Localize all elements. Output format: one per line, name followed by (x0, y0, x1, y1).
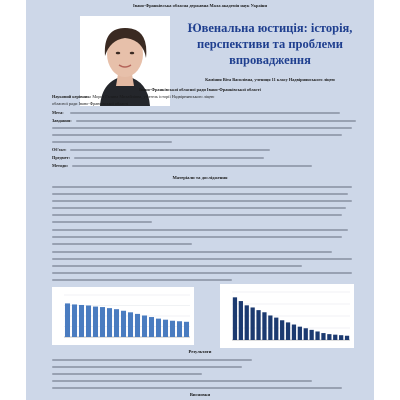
title-line: Ювенальна юстиція: історія, (187, 21, 353, 35)
bar-chart-right (220, 284, 354, 348)
text-placeholder (52, 236, 342, 238)
chart-bar (239, 301, 243, 340)
chart-bar (142, 315, 147, 337)
conclusions-heading: Висновки (189, 392, 211, 397)
intro-label: Методи: (52, 163, 69, 168)
results-heading: Результати (188, 349, 212, 354)
chart-bar (256, 310, 260, 340)
title-line: перспективи та проблеми (197, 37, 343, 51)
text-placeholder (52, 193, 348, 195)
text-placeholder (72, 165, 312, 167)
supervisor-label: Науковий керівник: (52, 94, 92, 99)
text-placeholder (70, 149, 270, 151)
chart-bar (304, 328, 308, 340)
materials-heading: Матеріали та дослідження (172, 175, 228, 180)
text-placeholder (52, 279, 232, 281)
text-placeholder (52, 141, 172, 143)
chart-bar (65, 303, 70, 337)
intro-label: Об'єкт: (52, 147, 67, 152)
chart-bar (298, 327, 302, 340)
supervisor-line-2: обласної ради Івано-Франківської області (52, 101, 129, 106)
bar-chart-left (52, 287, 194, 345)
chart-bar (327, 334, 331, 340)
chart-bar (100, 307, 105, 337)
chart-bar (286, 322, 290, 340)
text-placeholder (52, 229, 348, 231)
text-placeholder (52, 265, 302, 267)
chart-bar (251, 307, 255, 340)
chart-bar (72, 304, 77, 337)
chart-bar (114, 309, 119, 337)
chart-bar (163, 320, 168, 337)
chart-bar (128, 312, 133, 337)
chart-bar (170, 321, 175, 337)
text-placeholder (52, 186, 352, 188)
chart-bar (321, 333, 325, 340)
chart-bar (93, 307, 98, 337)
chart-bar (245, 305, 249, 340)
chart-bar (333, 335, 337, 340)
poster-title (172, 20, 368, 68)
chart-bar (339, 335, 343, 340)
chart-bar (86, 306, 91, 338)
text-placeholder (52, 243, 192, 245)
text-placeholder (52, 258, 352, 260)
text-placeholder (52, 200, 352, 202)
text-placeholder (52, 387, 342, 389)
chart-bar (345, 336, 349, 340)
chart-bar (135, 314, 140, 337)
text-placeholder (74, 157, 264, 159)
school-line: Івано-Франківської обласної ради Івано-Франківської області (139, 87, 261, 92)
text-placeholder (52, 127, 352, 129)
text-placeholder (52, 207, 346, 209)
supervisor-line (52, 94, 352, 100)
intro-label: Завдання: (52, 118, 72, 123)
text-placeholder (52, 251, 332, 253)
chart-bar (107, 308, 112, 337)
chart-bar (268, 315, 272, 340)
text-placeholder (52, 373, 202, 375)
text-placeholder (70, 112, 340, 114)
text-placeholder (76, 120, 356, 122)
text-placeholder (52, 366, 242, 368)
supervisor-name: Мороз Галина Михайлівна, учитель історії Надвірнянського ліцею (92, 94, 215, 99)
text-placeholder (52, 272, 352, 274)
chart-bar (233, 297, 237, 340)
chart-bar (280, 320, 284, 340)
chart-bar (121, 311, 126, 337)
text-placeholder (52, 214, 342, 216)
chart-bar (274, 318, 278, 340)
chart-bar (310, 330, 314, 340)
chart-bar (315, 331, 319, 340)
chart-bar (79, 305, 84, 337)
chart-bar (149, 317, 154, 337)
text-placeholder (52, 359, 252, 361)
chart-bar (184, 322, 189, 337)
intro-label: Предмет: (52, 155, 71, 160)
text-placeholder (52, 380, 312, 382)
chart-bar (292, 325, 296, 340)
poster (26, 0, 374, 400)
intro-label: Мета: (52, 110, 64, 115)
chart-bar (262, 312, 266, 340)
chart-bar (177, 321, 182, 337)
text-placeholder (52, 221, 152, 223)
author-line: Каміния Віта Василівна, учениця 11 класу Надвірнянського ліцею (205, 77, 335, 82)
organization-header: Івано-Франківська обласна державна Мала академія наук України (133, 3, 267, 8)
chart-bar (156, 319, 161, 337)
text-placeholder (52, 134, 342, 136)
title-line: впровадження (229, 53, 311, 67)
